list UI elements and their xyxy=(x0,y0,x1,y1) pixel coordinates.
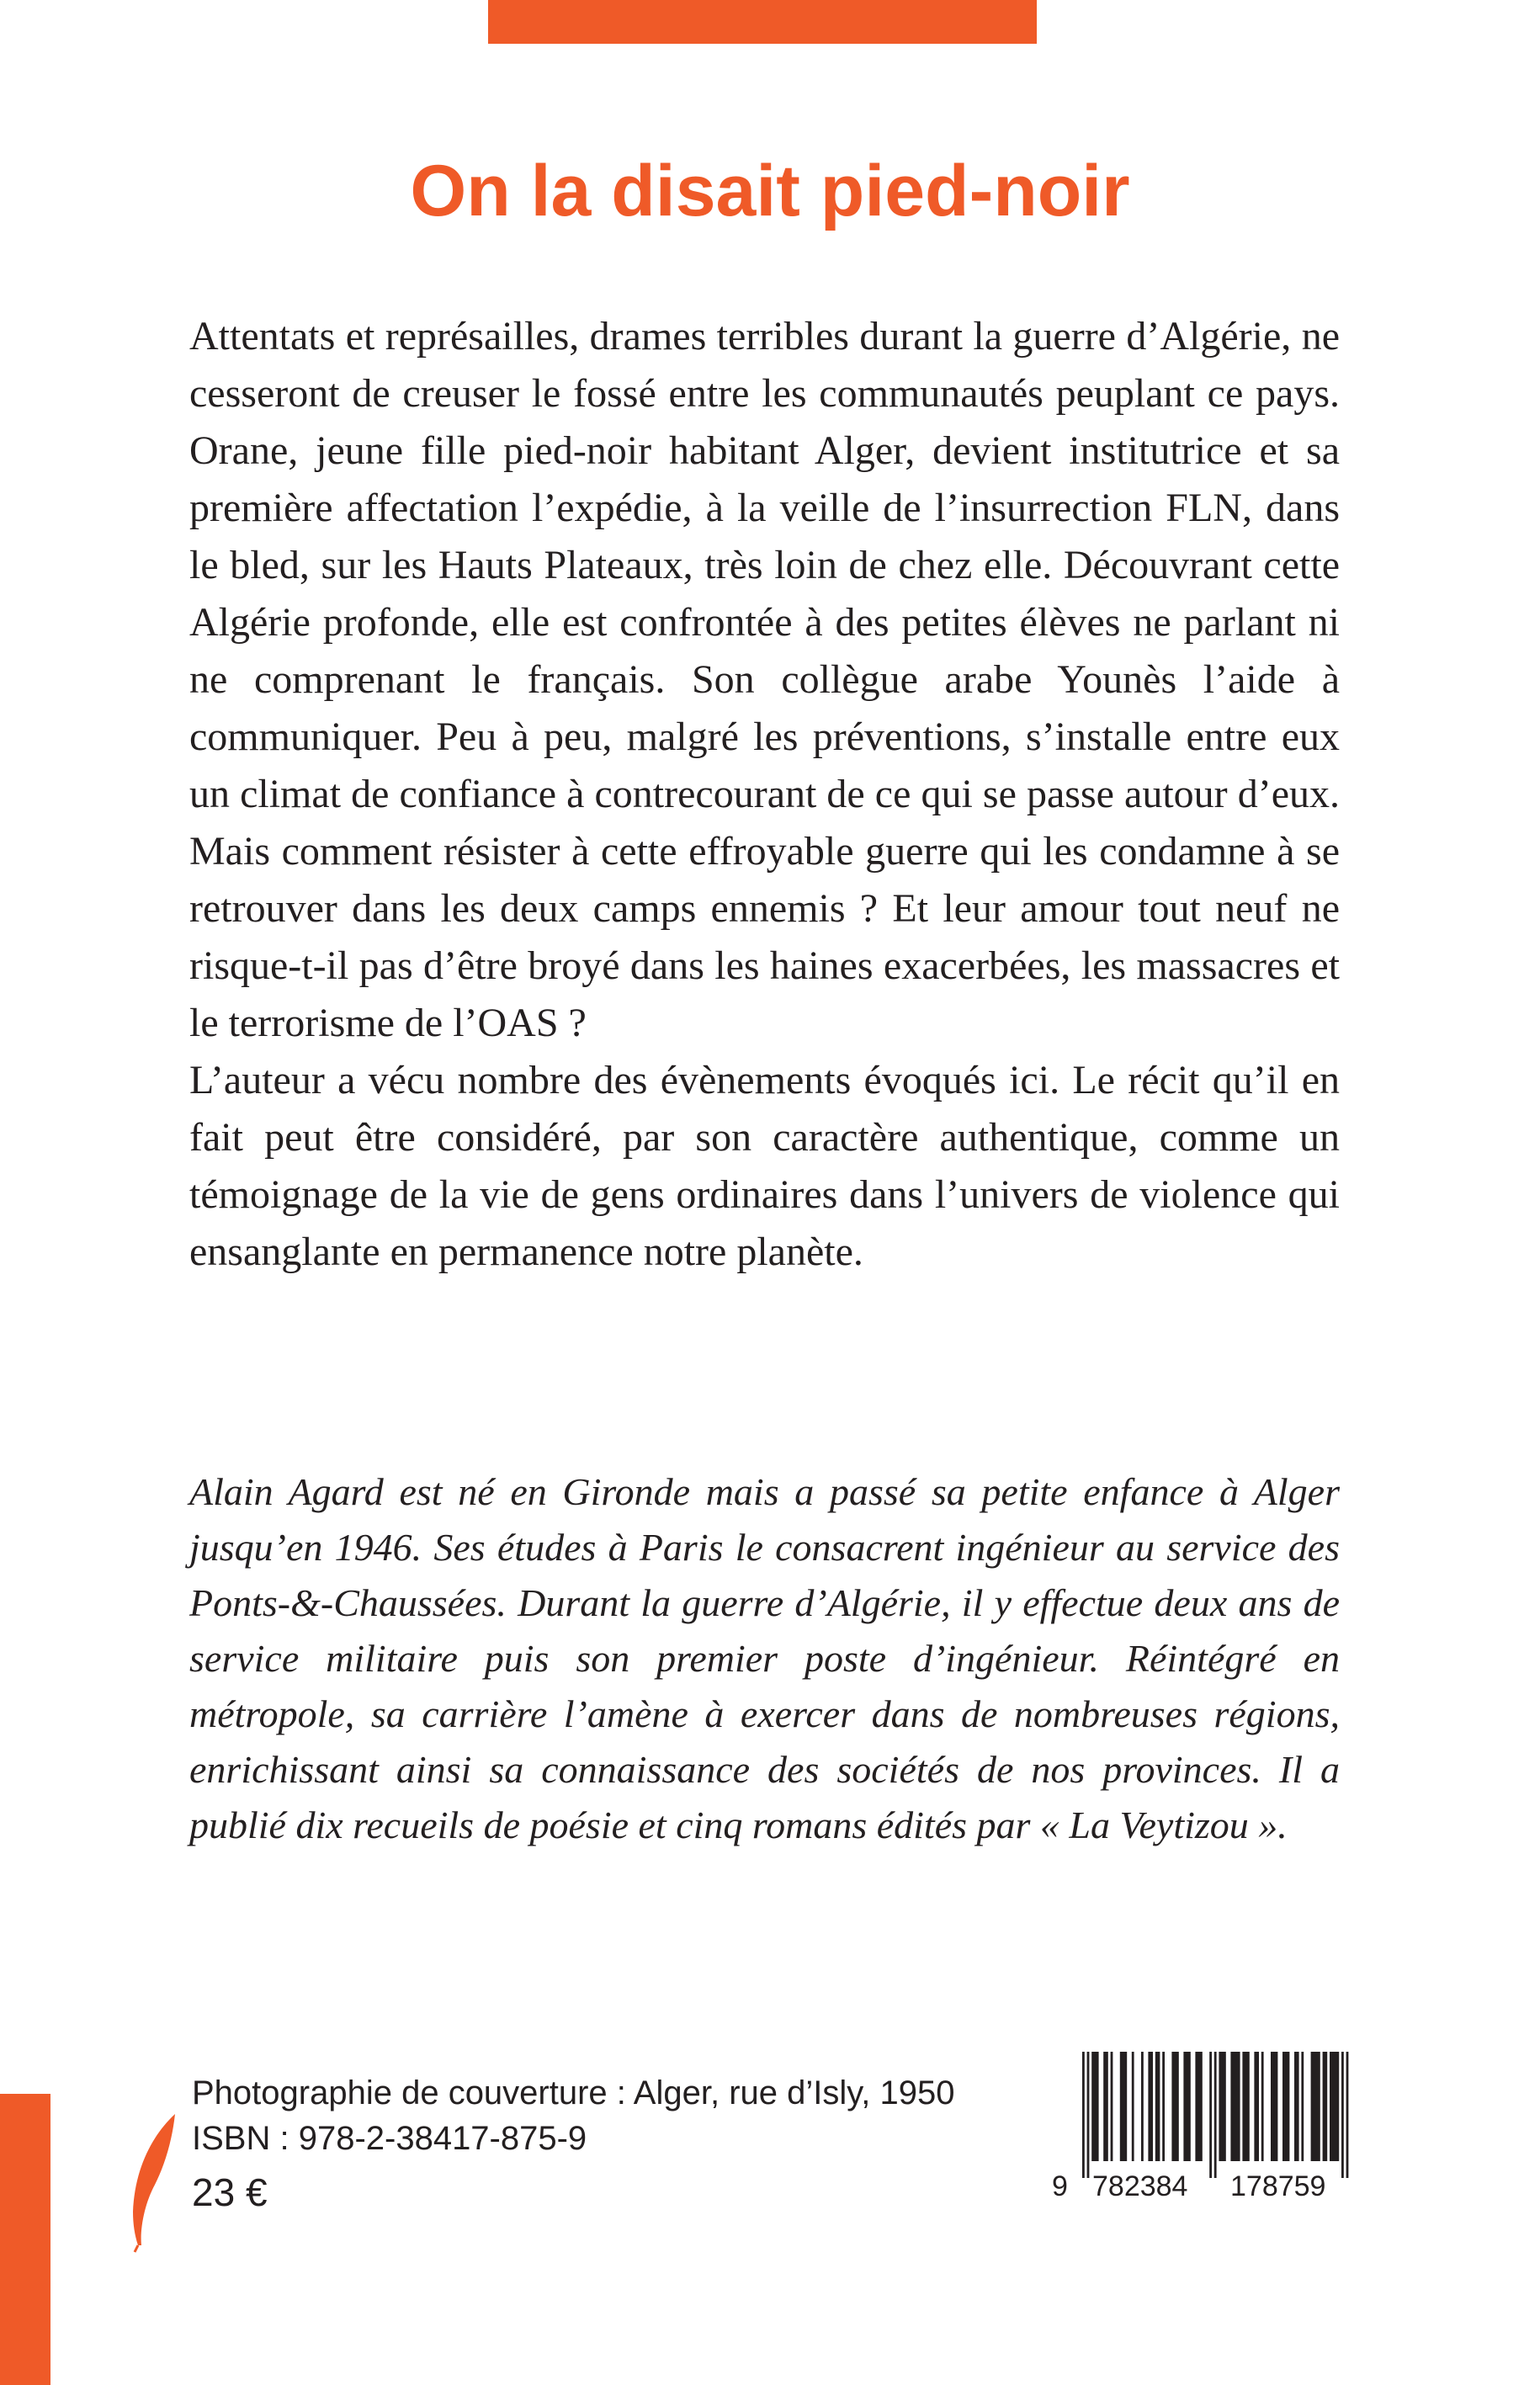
barcode-bar xyxy=(1242,2052,1249,2161)
isbn-text: ISBN : 978-2-38417-875-9 xyxy=(192,2120,587,2157)
barcode-bar xyxy=(1346,2052,1349,2178)
barcode-bar xyxy=(1091,2052,1098,2161)
barcode-bar xyxy=(1141,2052,1144,2161)
credits-block xyxy=(192,2070,1033,2223)
barcode-bar xyxy=(1323,2052,1328,2161)
book-summary xyxy=(189,308,1340,1281)
author-bio: Alain Agard est né en Gironde mais a passé sa petite enfance à Alger jusqu’en 1946. Ses études à Paris le consacrent ingénieur au service des Ponts-&-Chaussées. Durant la guerre d’Algérie, il y effectue deux ans de service militaire puis son premier poste d’ingénieur. Réintégré en métropole, sa carrière l’amène à exercer dans de nombreuses régions, enrichissant ainsi sa connaissance des sociétés de nos provinces. Il a publié dix recueils de poésie et cinq romans édités par « La Veytizou ». xyxy=(189,1470,1340,1846)
barcode-bar xyxy=(1330,2052,1339,2161)
barcode-bar xyxy=(1311,2052,1320,2161)
barcode-bar xyxy=(1183,2052,1190,2161)
summary-paragraph-2: L’auteur a vécu nombre des évènements évoqués ici. Le récit qu’il en fait peut être considéré, par son caractère authentique, comme un témoignage de la vie de gens ordinaires dans l’univers de violence qui ensanglante en permanence notre planète. xyxy=(189,1058,1340,1274)
barcode-bar xyxy=(1219,2052,1225,2161)
barcode-bar xyxy=(1148,2052,1153,2161)
photo-credit: Photographie de couverture : Alger, rue d’Isly, 1950 xyxy=(192,2074,955,2111)
barcode-bar xyxy=(1120,2052,1127,2161)
bottom-left-accent-bar xyxy=(0,2094,50,2385)
barcode-bar xyxy=(1103,2052,1108,2161)
feather-icon xyxy=(126,2111,185,2254)
barcode-first-digit: 9 xyxy=(1052,2170,1068,2202)
barcode-bar xyxy=(1087,2052,1090,2178)
barcode-bar xyxy=(1341,2052,1344,2178)
barcode-bar xyxy=(1214,2052,1217,2178)
barcode-bar xyxy=(1294,2052,1299,2161)
barcode-bar xyxy=(1230,2052,1240,2161)
barcode-bars xyxy=(1052,2052,1355,2178)
barcode-bar xyxy=(1082,2052,1085,2178)
barcode-bar xyxy=(1162,2052,1165,2161)
barcode-bar xyxy=(1111,2052,1113,2161)
barcode-bar xyxy=(1209,2052,1212,2178)
barcode-left-group: 782384 xyxy=(1092,2170,1188,2202)
barcode-bar xyxy=(1155,2052,1160,2161)
barcode-bar xyxy=(1254,2052,1259,2161)
price: 23 € xyxy=(192,2170,268,2214)
barcode-bar xyxy=(1301,2052,1304,2161)
barcode-bar xyxy=(1261,2052,1264,2161)
summary-paragraph-1: Attentats et représailles, drames terribles durant la guerre d’Algérie, ne cesseront de creuser le fossé entre les communautés peuplant ce pays. Orane, jeune fille pied-noir habitant Alger, devient institutrice et sa première affectation l’expédie, à la veille de l’insurrection FLN, dans le bled, sur les Hauts Plateaux, très loin de chez elle. Découvrant cette Algérie profonde, elle est confrontée à des petites élèves ne parlant ni ne comprenant le français. Son collègue arabe Younès l’aide à communiquer. Peu à peu, malgré les préventions, s’installe entre eux un climat de confiance à contrecourant de ce qui se passe autour d’eux. Mais comment résister à cette effroyable guerre qui les condamne à se retrouver dans les deux camps ennemis ? Et leur amour tout neuf ne risque-t-il pas d’être broyé dans les haines exacerbées, les massacres et le terrorisme de l’OAS ? xyxy=(189,314,1340,1045)
book-title: On la disait pied-noir xyxy=(410,151,1130,231)
barcode-right-group: 178759 xyxy=(1230,2170,1326,2202)
barcode-bar xyxy=(1171,2052,1178,2161)
barcode-bar xyxy=(1195,2052,1202,2161)
barcode-bar xyxy=(1132,2052,1134,2161)
barcode-bar xyxy=(1282,2052,1289,2161)
barcode-bar xyxy=(1271,2052,1277,2161)
top-accent-bar xyxy=(488,0,1037,44)
